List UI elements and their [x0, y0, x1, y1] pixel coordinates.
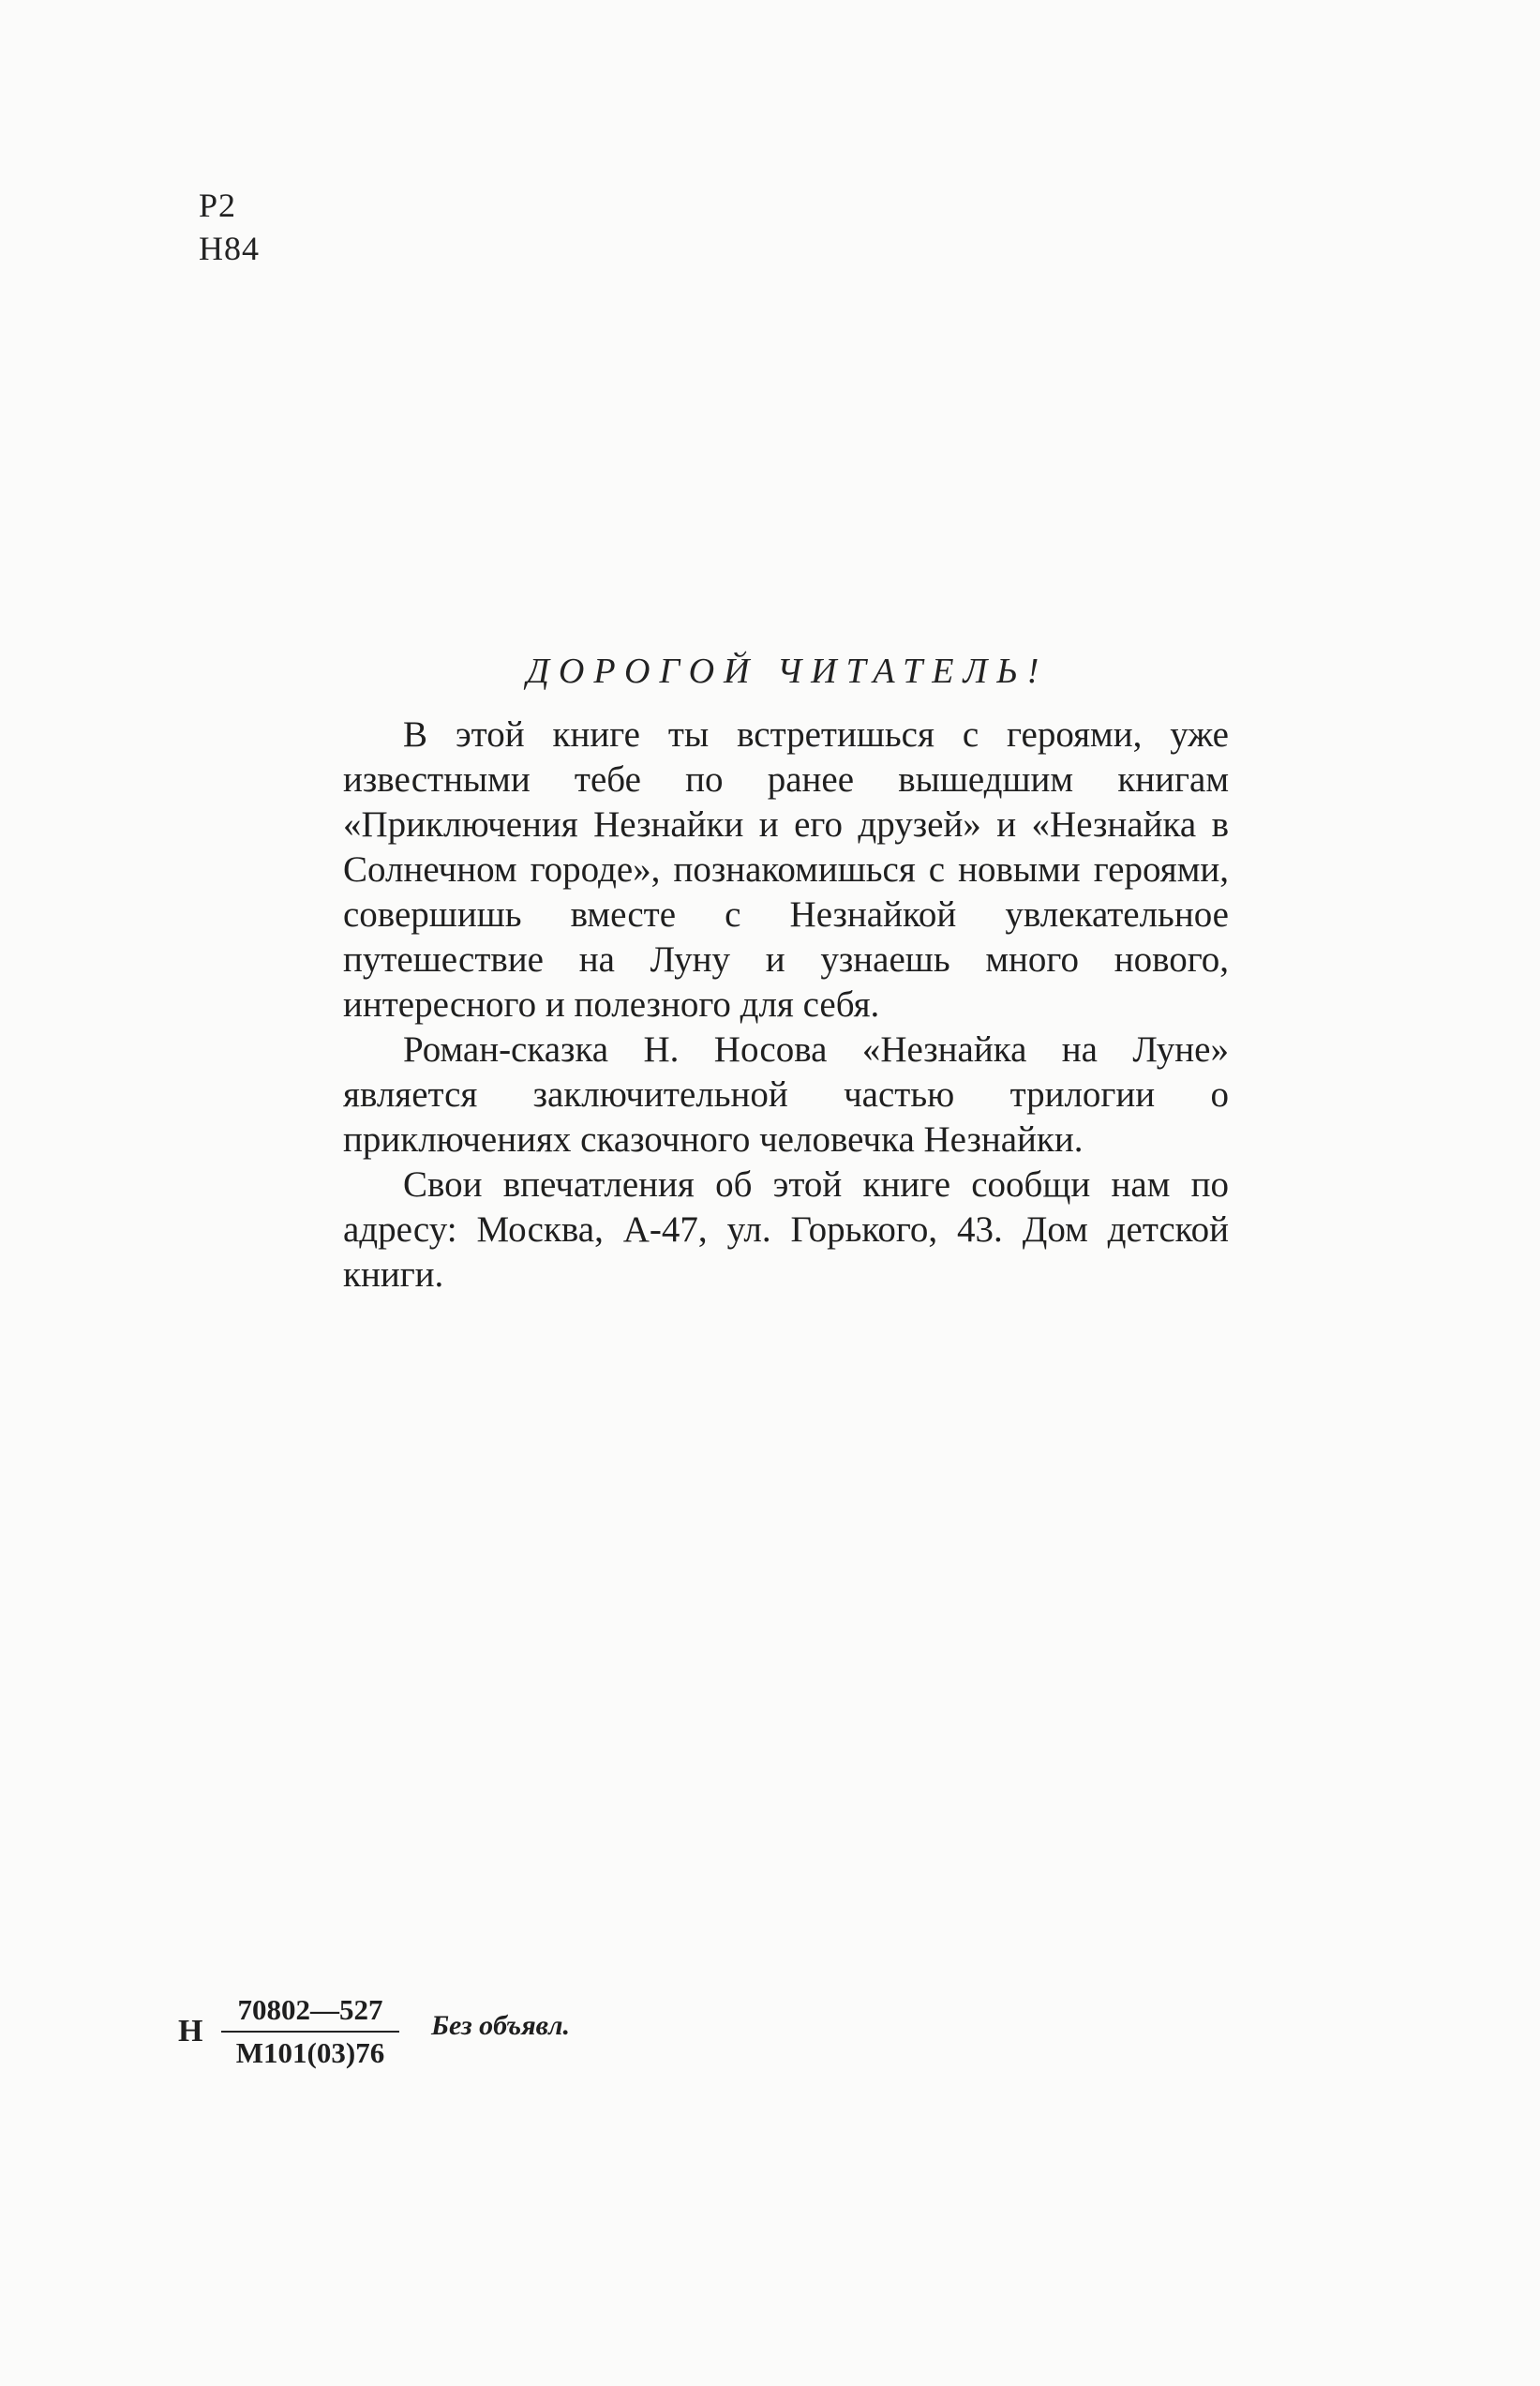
reader-address-text [343, 713, 1229, 1298]
page-heading: ДОРОГОЙ ЧИТАТЕЛЬ! [526, 652, 1049, 691]
paragraph: Роман-сказка Н. Носова «Незнайка на Луне» является заключительной частью трилогии о приключениях сказочного человечка Незнайки. [343, 1029, 1229, 1160]
publication-imprint [178, 1991, 740, 2085]
imprint-numerator: 70802—527 [221, 1991, 399, 2033]
imprint-note: Без объявл. [431, 2010, 570, 2041]
imprint-letter: Н [178, 2014, 203, 2048]
library-classification [199, 184, 260, 270]
imprint-denominator: М101(03)76 [235, 2036, 385, 2069]
classification-line-2: Н84 [199, 230, 260, 267]
paragraph: Свои впечатления об этой книге сообщи нам по адресу: Москва, А-47, ул. Горького, 43. Дом детской книги. [343, 1164, 1229, 1295]
classification-line-1: Р2 [199, 187, 237, 224]
imprint-code-fraction [221, 1991, 399, 2074]
paragraph: В этой книге ты встретишься с героями, уже известными тебе по ранее вышедшим книгам «Приключения Незнайки и его друзей» и «Незнайка в Солнечном городе», познакомишься с новыми героями, совершишь вместе с Незнайкой увлекательное путешествие на Луну и узнаешь много нового, интересного и полезного для себя. [343, 714, 1229, 1025]
